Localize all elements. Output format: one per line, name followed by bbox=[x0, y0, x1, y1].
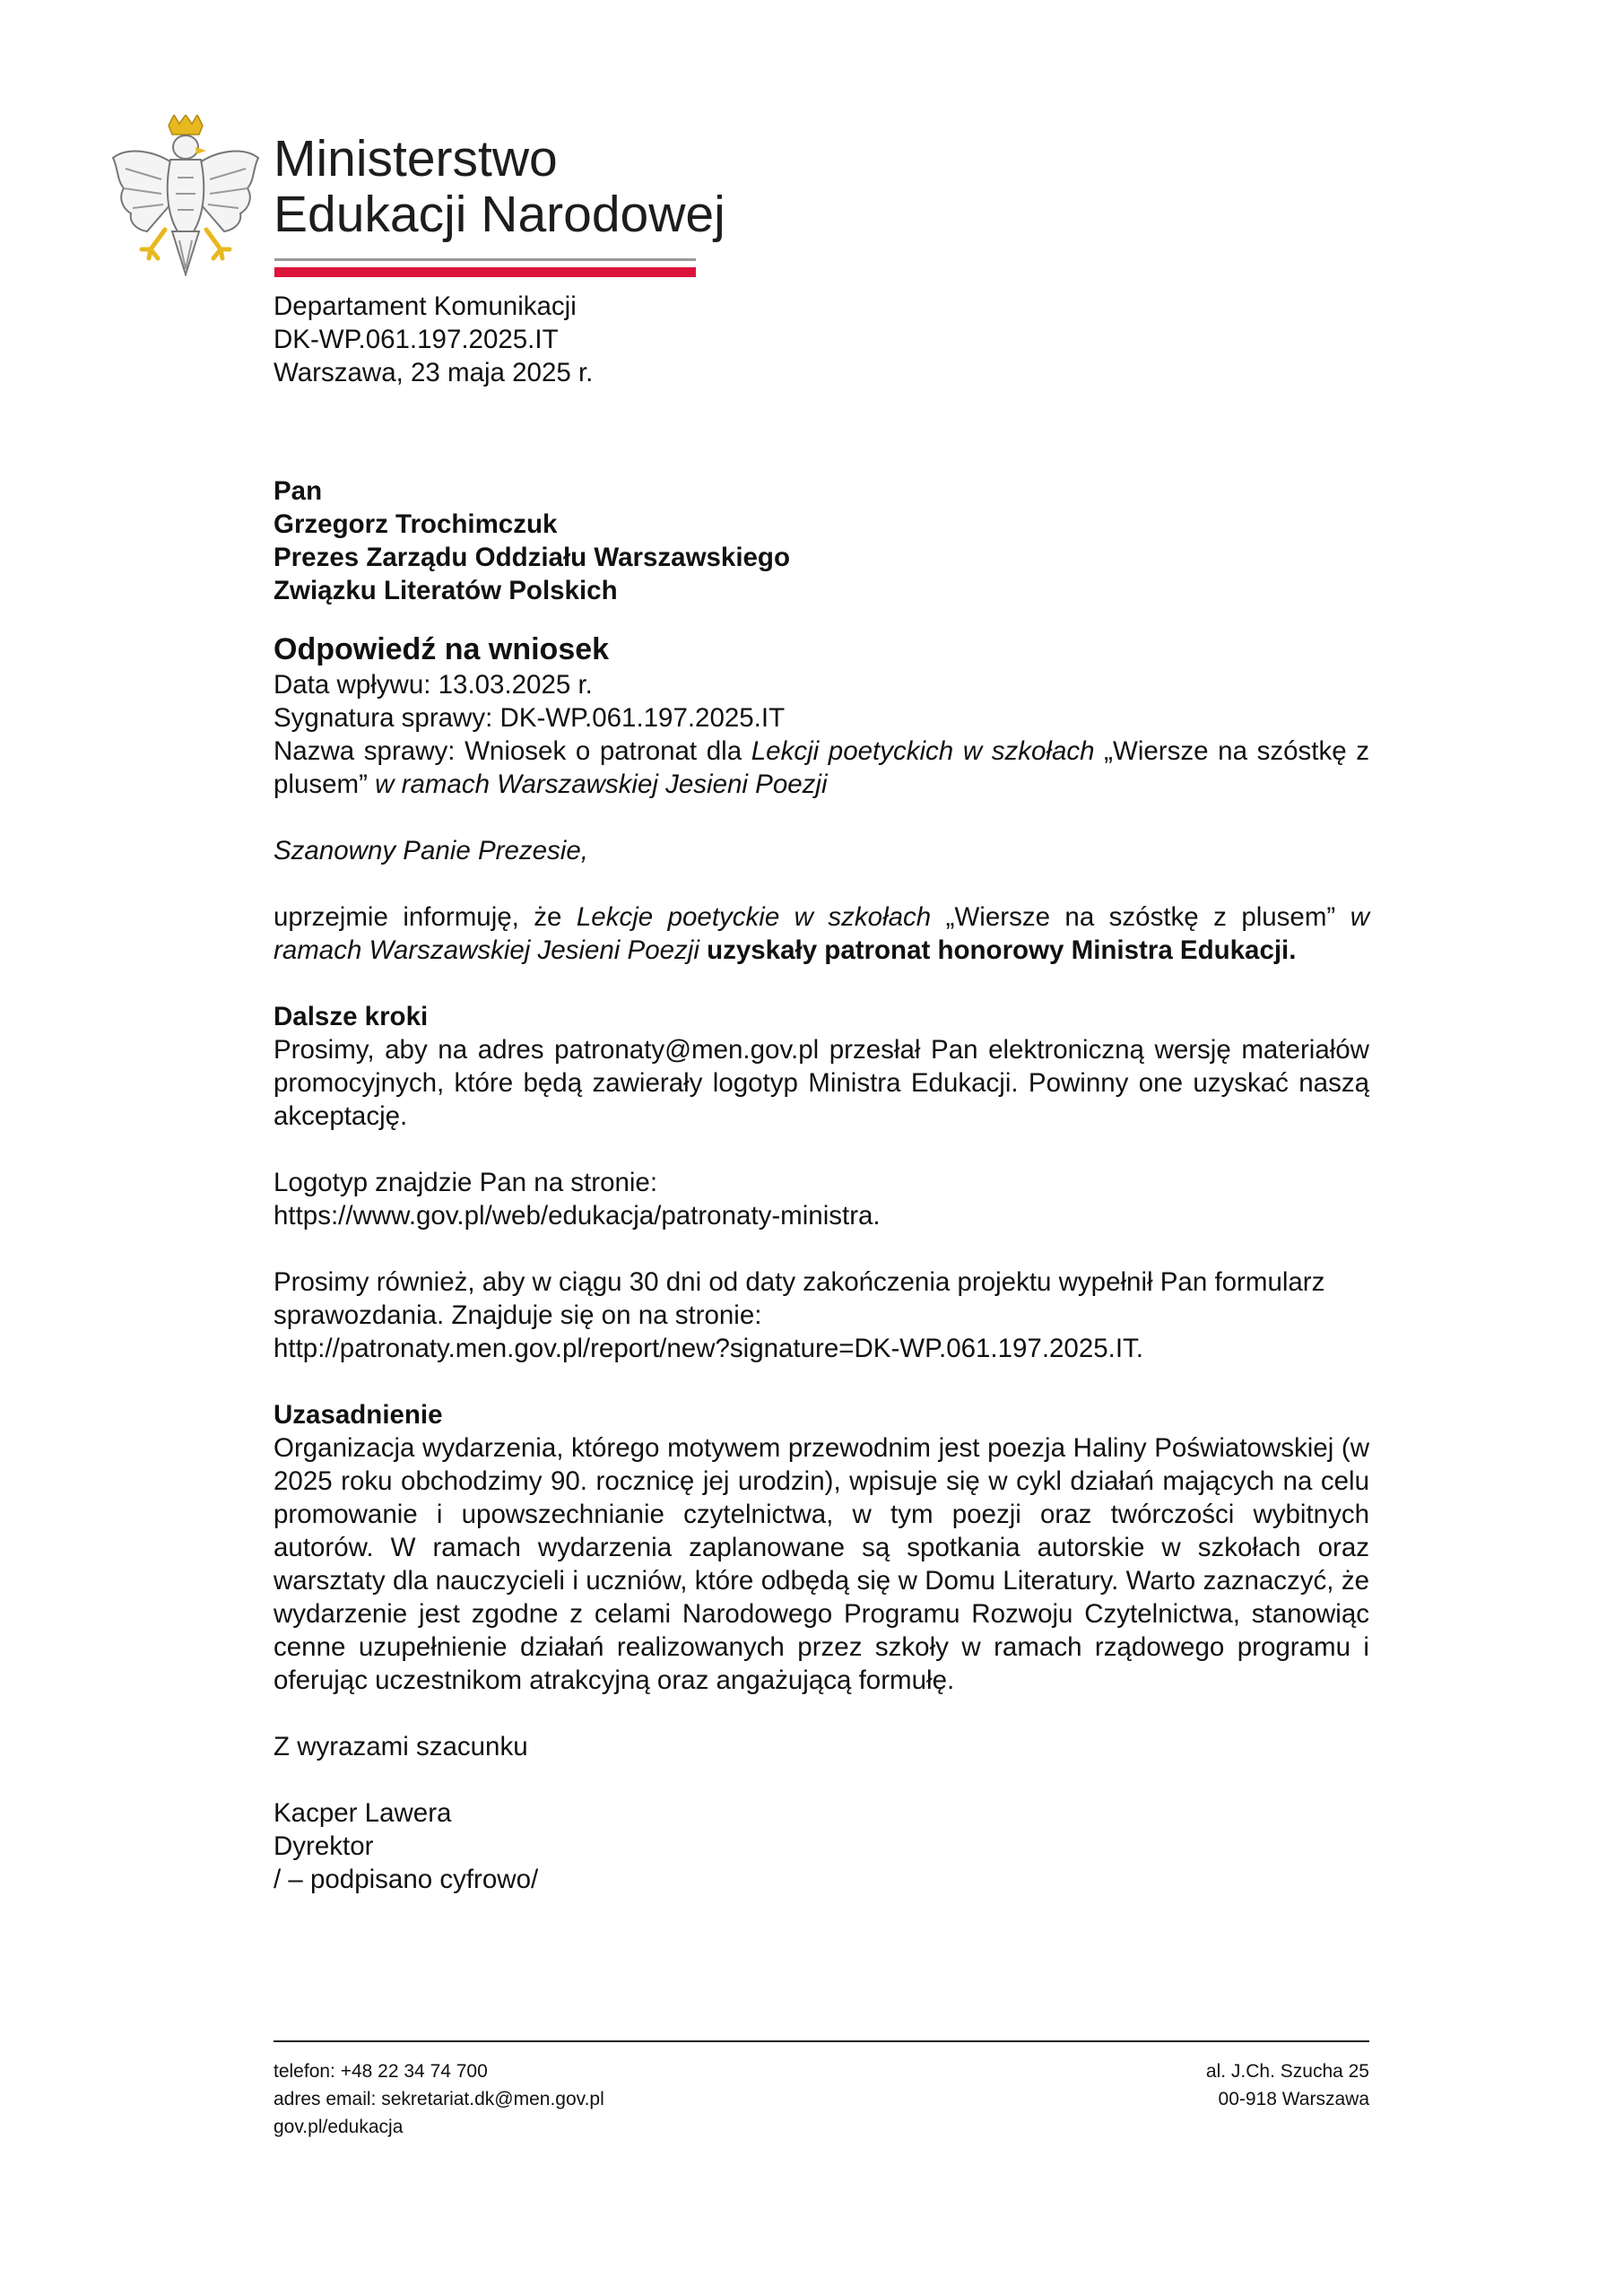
place-date: Warszawa, 23 maja 2025 r. bbox=[274, 358, 594, 387]
justification-text: Organizacja wydarzenia, którego motywem przewodnim jest poezja Haliny Poświatowskiej (w 2025 roku obchodzimy 90. rocznicę jej urodzin), wpisuje się w cykl działań mających na celu promowanie i upowszechnianie czytelnictwa, w tym poezji oraz twórczości wybitnych autorów. W ramach wydarzenia zaplanowane są spotkania autorskie w szkołach oraz warsztaty dla nauczycieli i uczniów, które odbędą się w Domu Literatury. Warto zaznaczyć, że wydarzenie jest zgodne z celami Narodowego Programu Rozwoju Czytelnictwa, stanowiąc cenne uzupełnienie działań realizowanych przez szkoły w ramach rządowego programu i oferując uczestnikom atrakcyjną oraz angażującą formułę. bbox=[274, 1433, 1369, 1695]
decision-mid: „Wiersze na szóstkę z plusem” bbox=[931, 902, 1350, 932]
footer-city: 00-918 Warszawa bbox=[1218, 2089, 1369, 2109]
closing: Z wyrazami szacunku bbox=[274, 1732, 528, 1761]
signatory-name: Kacper Lawera bbox=[274, 1798, 452, 1828]
recipient-title: Pan bbox=[274, 476, 323, 506]
footer-contact bbox=[274, 2057, 604, 2141]
report-line1: Prosimy również, aby w ciągu 30 dni od daty zakończenia projektu wypełnił Pan formularz bbox=[274, 1267, 1325, 1297]
case-name-italic2: w ramach Warszawskiej Jesieni Poezji bbox=[367, 770, 828, 799]
ministry-name-line1: Ministerstwo bbox=[274, 130, 558, 187]
department: Departament Komunikacji bbox=[274, 291, 577, 321]
recipient-name: Grzegorz Trochimczuk bbox=[274, 509, 558, 539]
signature-note: / – podpisano cyfrowo/ bbox=[274, 1865, 539, 1894]
salutation: Szanowny Panie Prezesie, bbox=[274, 836, 588, 865]
logo-info-line1: Logotyp znajdzie Pan na stronie: bbox=[274, 1168, 658, 1197]
logo-link[interactable]: https://www.gov.pl/web/edukacja/patronaty-ministra. bbox=[274, 1201, 881, 1231]
letter-body bbox=[274, 290, 1369, 1896]
case-name bbox=[274, 735, 1369, 801]
decision-prefix: uprzejmie informuję, że bbox=[274, 902, 577, 932]
footer-rule bbox=[274, 2040, 1369, 2042]
signatory-role: Dyrektor bbox=[274, 1831, 374, 1861]
decision-italic1: Lekcje poetyckie w szkołach bbox=[576, 902, 932, 932]
subject-heading: Odpowiedź na wniosek bbox=[274, 632, 610, 666]
decision-italic2: w ramach Warszawskiej Jesieni Poezji bbox=[274, 902, 1369, 965]
ministry-name-line2: Edukacji Narodowej bbox=[274, 186, 725, 243]
case-name-italic1: Lekcji poetyckich w szkołach bbox=[751, 736, 1095, 766]
footer-street: al. J.Ch. Szucha 25 bbox=[1205, 2061, 1369, 2082]
report-link[interactable]: http://patronaty.men.gov.pl/report/new?signature=DK-WP.061.197.2025.IT. bbox=[274, 1334, 1143, 1363]
footer-web[interactable]: gov.pl/edukacja bbox=[274, 2117, 404, 2137]
case-signature: Sygnatura sprawy: DK-WP.061.197.2025.IT bbox=[274, 703, 786, 733]
recipient-organization: Związku Literatów Polskich bbox=[274, 576, 618, 605]
footer-email: adres email: sekretariat.dk@men.gov.pl bbox=[274, 2089, 604, 2109]
justification-heading: Uzasadnienie bbox=[274, 1400, 443, 1430]
case-name-mid: „Wiersze na szóstkę z plusem” bbox=[274, 736, 1369, 799]
footer-address bbox=[1206, 2057, 1369, 2113]
report-line2: sprawozdania. Znajduje się on na stronie: bbox=[274, 1300, 762, 1330]
decision-paragraph bbox=[274, 900, 1369, 967]
ministry-logo bbox=[106, 115, 734, 285]
next-steps-heading: Dalsze kroki bbox=[274, 1002, 429, 1031]
next-steps-para1: Prosimy, aby na adres patronaty@men.gov.pl przesłał Pan elektroniczną wersję materiałów promocyjnych, które będą zawierały logotyp Ministra Edukacji. Powinny one uzyskać naszą akceptację. bbox=[274, 1035, 1369, 1131]
polish-eagle-emblem-icon bbox=[106, 115, 265, 276]
recipient-position: Prezes Zarządu Oddziału Warszawskiego bbox=[274, 543, 790, 572]
date-received: Data wpływu: 13.03.2025 r. bbox=[274, 670, 593, 700]
logo-red-bar bbox=[274, 267, 696, 277]
decision-bold: uzyskały patronat honorowy Ministra Edukacji. bbox=[699, 935, 1297, 965]
footer-phone: telefon: +48 22 34 74 700 bbox=[274, 2061, 488, 2082]
reference-number: DK-WP.061.197.2025.IT bbox=[274, 325, 559, 354]
ministry-name bbox=[274, 131, 725, 242]
case-name-prefix: Nazwa sprawy: Wniosek o patronat dla bbox=[274, 736, 751, 766]
logo-gray-bar bbox=[274, 258, 696, 261]
